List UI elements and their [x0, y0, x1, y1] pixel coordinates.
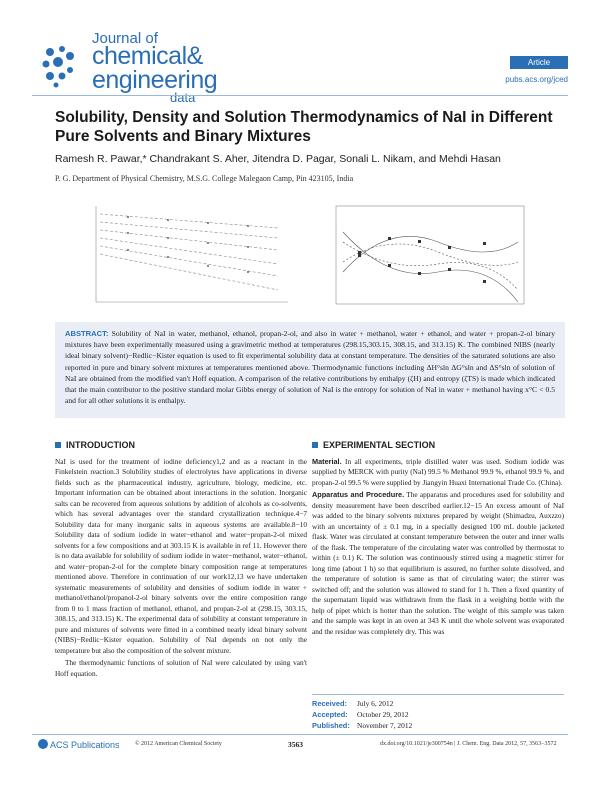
publication-history: Received: July 6, 2012 Accepted: October 29, 2012 Published: November 7, 2012 — [312, 699, 413, 730]
page-number: 3563 — [288, 740, 303, 749]
material-paragraph: Material. In all experiments, triple distilled water was used. Sodium iodide was supplied by MERCK with purity (NaI) 99.5 % Methanol 99.9 %, ethanol 99.9 %, and propan-2-ol 99.5 % were supplied by Jiangyin Huaxi International Trade Co. (China). — [312, 456, 564, 487]
logo-text-engineering: engineering — [92, 66, 218, 94]
paper-title: Solubility, Density and Solution Thermodynamics of NaI in Different Pure Solvents and Binary Mixtures — [55, 109, 553, 145]
acs-publications-logo: ACS Publications — [38, 739, 120, 750]
affiliation: P. G. Department of Physical Chemistry, M.S.G. College Malegaon Camp, Pin 423105, India — [55, 174, 354, 183]
history-divider — [312, 694, 564, 695]
left-plot — [96, 206, 288, 302]
intro-paragraph-2: The thermodynamic functions of solution of NaI were calculated by using van't Hoff equation. — [55, 658, 307, 678]
right-plot-markers — [358, 237, 486, 283]
journal-logo — [32, 30, 218, 105]
article-type-badge: Article — [510, 56, 568, 69]
author-list: Ramesh R. Pawar,* Chandrakant S. Aher, Jitendra D. Pagar, Sonali L. Nikam, and Mehdi Hasan — [55, 153, 501, 165]
section-square-icon — [312, 442, 318, 448]
left-column — [55, 440, 307, 681]
abstract-label: ABSTRACT: — [65, 329, 109, 338]
acs-logo-icon — [38, 739, 48, 749]
intro-paragraph-1: NaI is used for the treatment of iodine deficiency1,2 and as a reactant in the Finkelstein reaction.3 Solubility studies of electrolytes have applications in diverse fields such as the pharmaceutical industry, agriculture, biology, medicine, etc. Important information can be obtained about interactions in the solution. Inorganic salts can be recovered from aqueous solutions by addition of alcohols as co-solvents, which has several advantages over the standard crystallization technique.4−7 Solubility data for many inorganic salts in aqueous systems are available.8−10 Solubility data of sodium iodide in water−ethanol and water−propan-2-ol mixed solvents for a few compositions and at 303.15 K is available in ref 11. However there is no data available for solubility of sodium iodide in water−methanol, water−ethanol, and water−propan-2-ol for the complete binary composition range at temperatures mentioned above. Therefore in continuation of our work12,13 we have undertaken systematic measurements of solubility and densities of sodium iodide in water + methanol/ethanol/propanol-2-ol binary solvents over the entire composition range from 0 to 1 mass fraction of methanol, ethanol, and propan-2-ol at (298.15, 303.15, 308.15, and 313.15) K. The experimental data of solubility at constant temperature in pure and mixtures of solvents were fitted in a combined nearly ideal binary solvent (NIBS)−Redlic−Kister equation. Solubility of NaI depends on not only the temperature but also the composition of the solvent mixture. — [55, 456, 307, 655]
abstract-text: Solubility of NaI in water, methanol, ethanol, propan-2-ol, and also in water + methanol, water + ethanol, and water + propan-2-ol binary mixtures have been experimentally measured using a gravimetric method at temperatures (298.15,303.15, 308.15, and 313.15) K. The combined NIBS (nearly ideal binary solvent)−Redlic−Kister equation is used to fit experimental solubility data at constant temperature. The densities of the saturated solutions are also reported in pure and binary solvent mixtures at temperatures mentioned above. Thermodynamic functions including ΔH°sln ΔG°sln and ΔS°sln of solution of NaI are obtained from the modified van't Hoff equation. A comparison of the relative contributions by enthalpy (ζH) and entropy (ζTS) is made which indicated that the main contributor to the positive standard molar Gibbs energy of solution of NaI is the entropy for solution of NaI in water + methanol having x°C < 0.5 and for all other solutions it is enthalpy. — [65, 329, 555, 406]
journal-url-link[interactable]: pubs.acs.org/jced — [505, 75, 568, 84]
toc-graphic — [88, 202, 528, 308]
molecule-logo-icon — [40, 44, 80, 88]
abstract-box — [55, 322, 565, 418]
logo-text-data: data — [170, 90, 196, 105]
logo-text-chemical: chemical& — [92, 42, 203, 70]
copyright: © 2012 American Chemical Society — [135, 741, 222, 747]
right-plot — [336, 206, 524, 304]
experimental-heading: EXPERIMENTAL SECTION — [312, 440, 564, 451]
logo-text-journal: Journal of — [92, 30, 158, 47]
intro-heading: INTRODUCTION — [55, 440, 307, 451]
apparatus-paragraph: Apparatus and Procedure. The apparatus and procedures used for solubility and density measurement have been described earlier.12−15 An excess amount of NaI was added to the binary solvents mixtures prepared by weight (Shimadzu, Auxzzo) with an uncertainty of ± 0.1 mg, in a specially designed 100 mL double jacketed flask. Water was circulated at constant temperature between the outer and inner walls of the flask. The temperature of the circulating water was controlled by thermostat to within (± 0.1) K. The solution was continuously stirred using a magnetic stirrer for long time (about 1 h) so that equilibrium is assured, no further solute dissolved, and the temperature of solution is same as that of circulating water; the stirrer was switched off; and the solution was allowed to stand for 1 h. Then a fixed quantity of the supernatant liquid was withdrawn from the flask in a weighing bottle with the help of pipet which is hotter than the solution. The weight of this sample was taken and the sample was kept in an oven at 343 K until the whole solvent was evaporated and the residue was completely dry. This was — [312, 490, 564, 636]
doi-citation[interactable]: dx.doi.org/10.1021/je300754n | J. Chem. Eng. Data 2012, 57, 3563−3572 — [380, 741, 557, 747]
section-square-icon — [55, 442, 61, 448]
header-divider — [32, 95, 568, 96]
footer-divider — [32, 734, 568, 735]
right-column — [312, 440, 564, 639]
